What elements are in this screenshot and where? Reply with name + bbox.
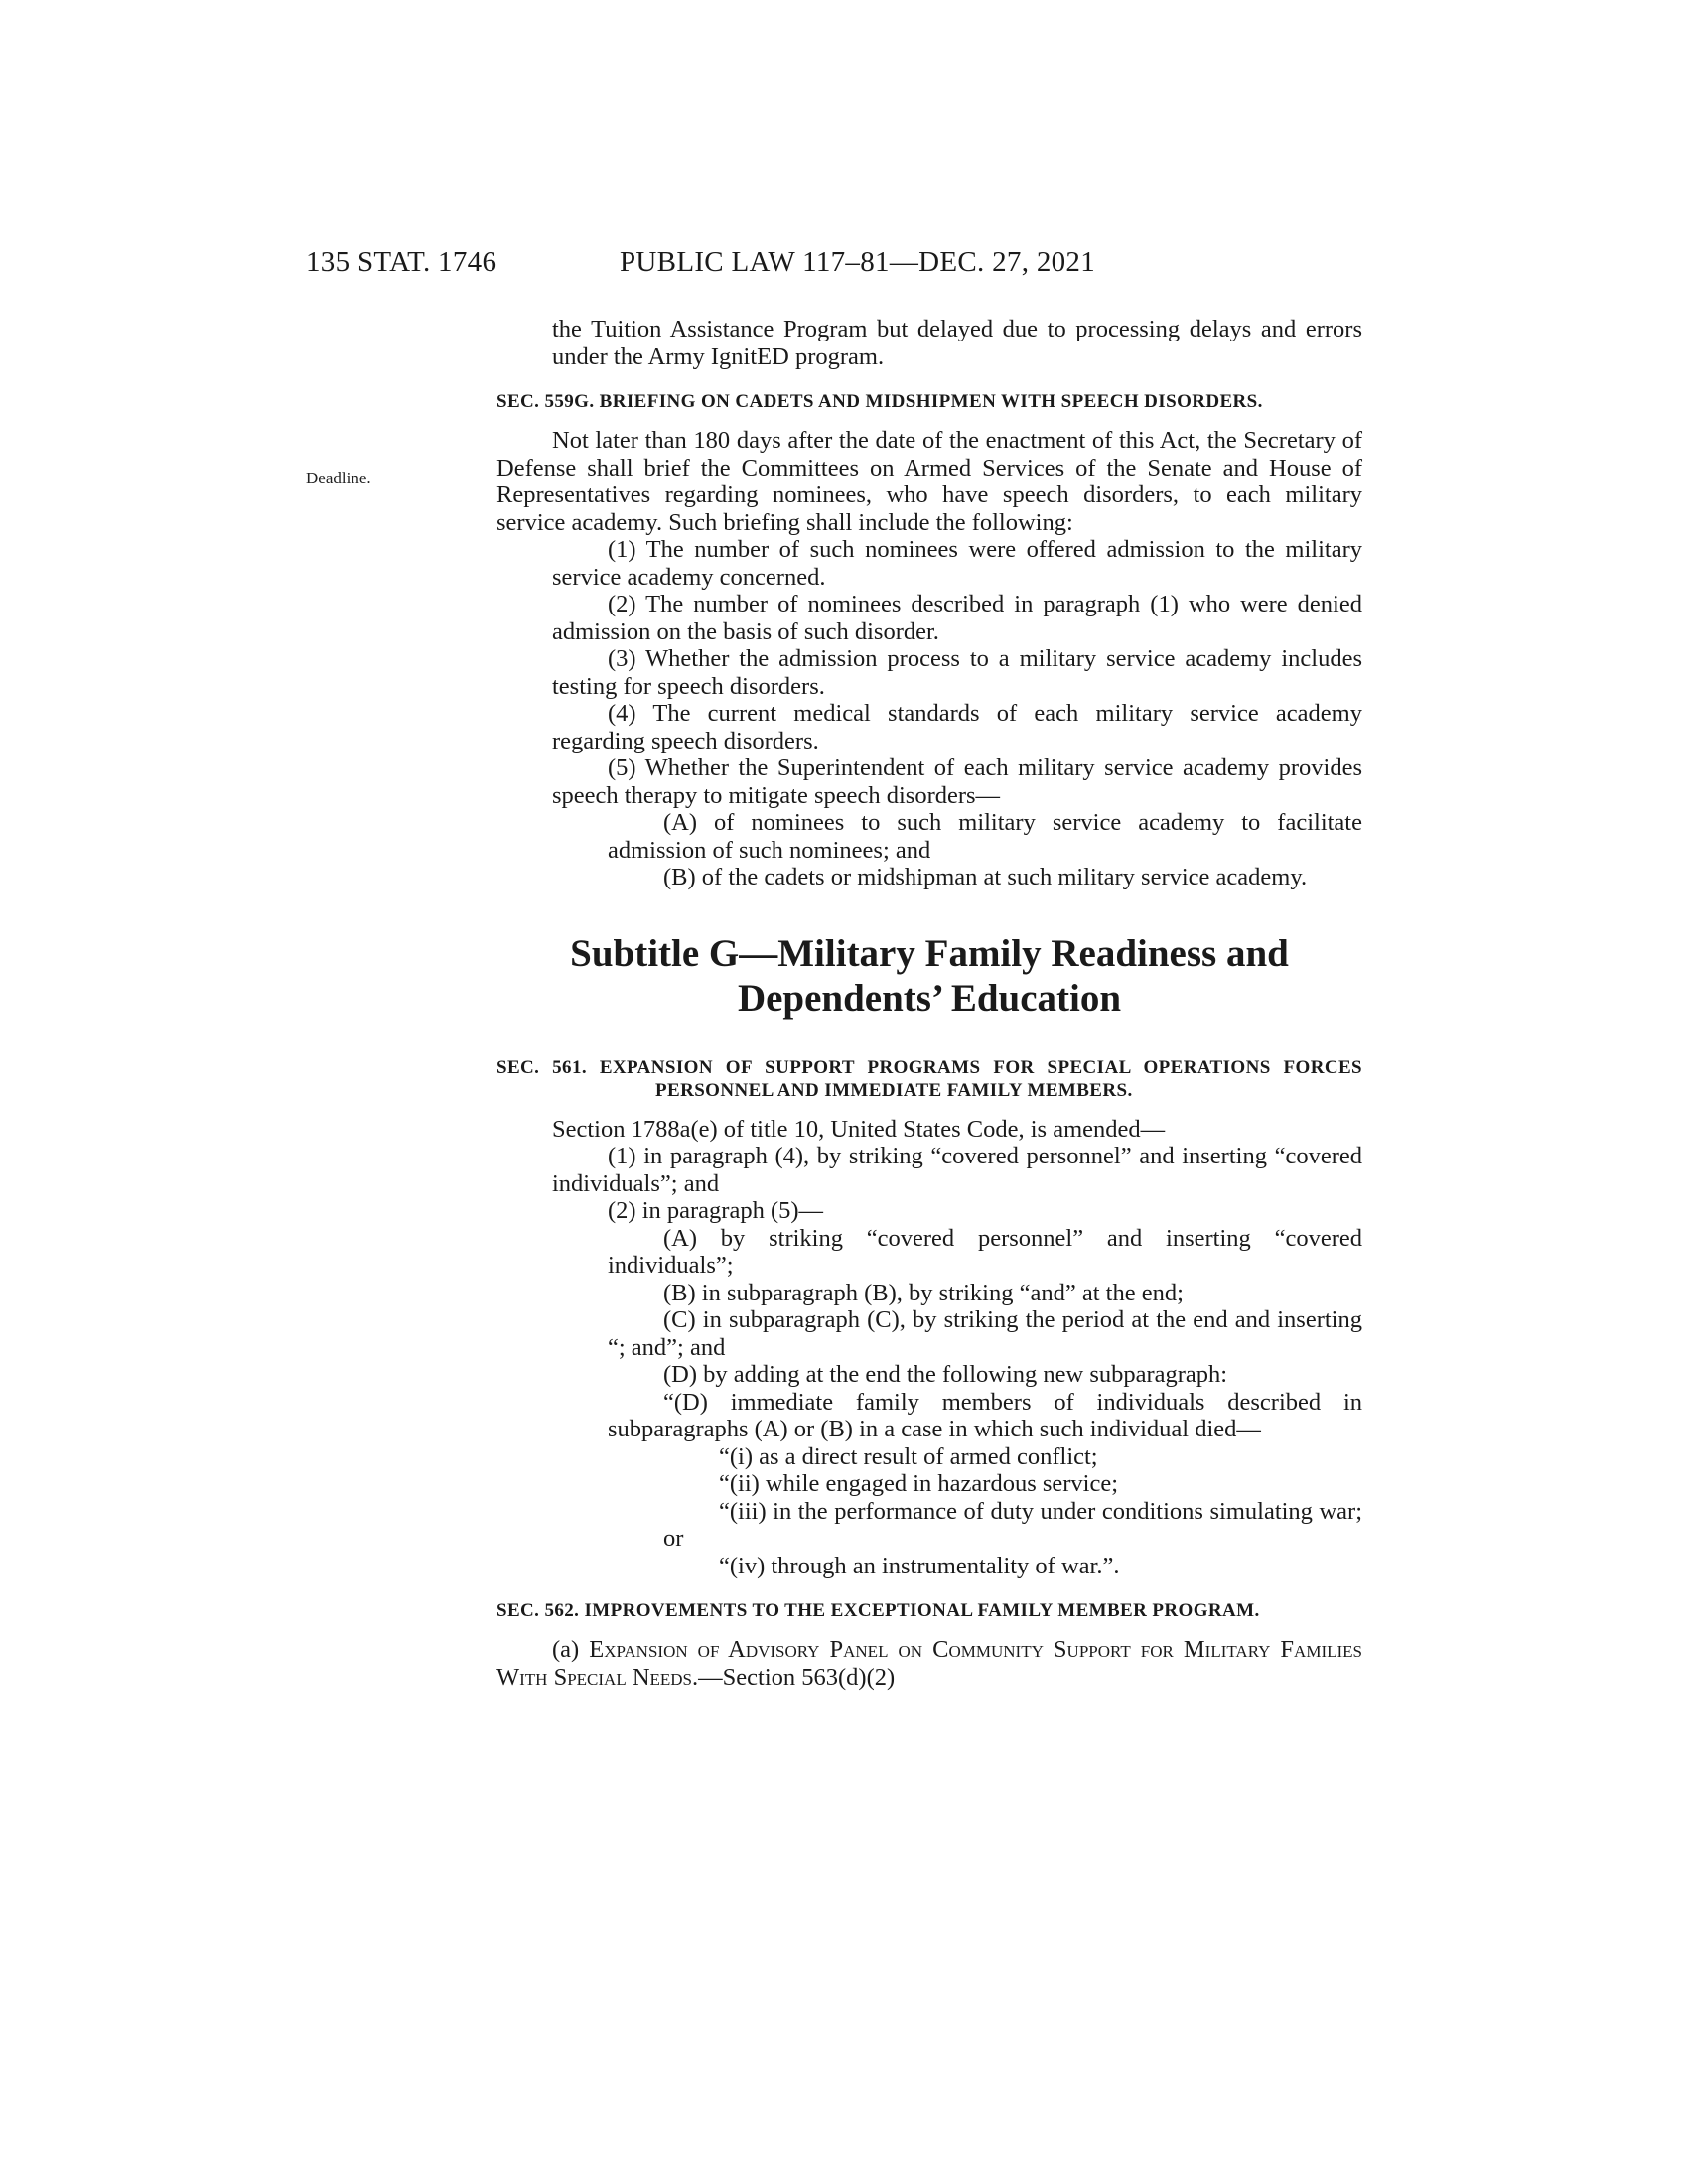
page-header xyxy=(306,246,1299,286)
running-title: PUBLIC LAW 117–81—DEC. 27, 2021 xyxy=(620,246,1096,278)
section-562-para-a xyxy=(496,1636,1362,1691)
section-562-a-caption: Expansion of Advisory Panel on Community Support for Military Families With Special Needs xyxy=(496,1636,1362,1691)
section-561-sub-a: (A) by striking “covered personnel” and inserting “covered individuals”; xyxy=(608,1224,1362,1279)
section-559g-para-1: (1) The number of such nominees were offered admission to the military service academy concerned. xyxy=(552,536,1362,591)
section-561-sub-d: (D) by adding at the end the following new subparagraph: xyxy=(663,1361,1228,1388)
section-559g-intro: Not later than 180 days after the date of the enactment of this Act, the Secretary of Defense shall brief the Committees on Armed Services of the Senate and House of Representatives regarding nominees, who have speech disorders, to each military service academy. Such briefing shall include the following: xyxy=(496,427,1362,536)
section-559g-para-4: (4) The current medical standards of each military service academy regarding speech disorders. xyxy=(552,700,1362,754)
subtitle-line-2: Dependents’ Education xyxy=(737,976,1122,1020)
section-561-quoted-d: “(D) immediate family members of individuals described in subparagraphs (A) or (B) in a case in which such individual died— xyxy=(608,1388,1362,1442)
section-562-a-text: .—Section 563(d)(2) xyxy=(692,1663,896,1691)
section-561-clause-ii: “(ii) while engaged in hazardous service; xyxy=(719,1470,1119,1497)
section-561-sub-b: (B) in subparagraph (B), by striking “and” at the end; xyxy=(663,1279,1184,1306)
section-561-sub-c: (C) in subparagraph (C), by striking the period at the end and inserting “; and”; and xyxy=(608,1306,1362,1361)
section-561-clause-i: “(i) as a direct result of armed conflict; xyxy=(719,1442,1098,1470)
subtitle-line-1: Subtitle G—Military Family Readiness and xyxy=(570,931,1289,975)
section-559g-para-5: (5) Whether the Superintendent of each military service academy provides speech therapy to mitigate speech disorders— xyxy=(552,754,1362,809)
section-561-heading: SEC. 561. EXPANSION OF SUPPORT PROGRAMS FOR SPECIAL OPERATIONS FORCES PERSONNEL AND IMMEDIATE FAMILY MEMBERS. xyxy=(496,1056,1362,1101)
section-559g-para-5a: (A) of nominees to such military service academy to facilitate admission of such nominees; and xyxy=(608,809,1362,864)
stat-citation: 135 STAT. 1746 xyxy=(306,246,497,278)
margin-note-deadline: Deadline. xyxy=(306,469,371,487)
section-559g-para-3: (3) Whether the admission process to a military service academy includes testing for speech disorders. xyxy=(552,645,1362,700)
section-559g-heading: SEC. 559G. BRIEFING ON CADETS AND MIDSHIPMEN WITH SPEECH DISORDERS. xyxy=(496,391,1263,412)
section-561-intro: Section 1788a(e) of title 10, United States Code, is amended— xyxy=(552,1115,1166,1143)
subtitle-heading xyxy=(496,931,1362,1021)
page-body xyxy=(496,316,1362,1691)
section-559g-para-5b: (B) of the cadets or midshipman at such military service academy. xyxy=(663,864,1308,890)
section-561-para-2: (2) in paragraph (5)— xyxy=(608,1197,824,1224)
section-559g-para-2: (2) The number of nominees described in paragraph (1) who were denied admission on the basis of such disorder. xyxy=(552,591,1362,645)
section-562-heading: SEC. 562. IMPROVEMENTS TO THE EXCEPTIONAL FAMILY MEMBER PROGRAM. xyxy=(496,1600,1260,1621)
section-561-para-1: (1) in paragraph (4), by striking “covered personnel” and inserting “covered individuals”; and xyxy=(552,1143,1362,1197)
carryover-paragraph: the Tuition Assistance Program but delayed due to processing delays and errors under the Army IgnitED program. xyxy=(552,316,1362,370)
section-561-clause-iii: “(iii) in the performance of duty under conditions simulating war; or xyxy=(663,1497,1362,1552)
section-561-clause-iv: “(iv) through an instrumentality of war.”. xyxy=(719,1552,1120,1579)
section-562-a-label: (a) xyxy=(552,1636,590,1663)
